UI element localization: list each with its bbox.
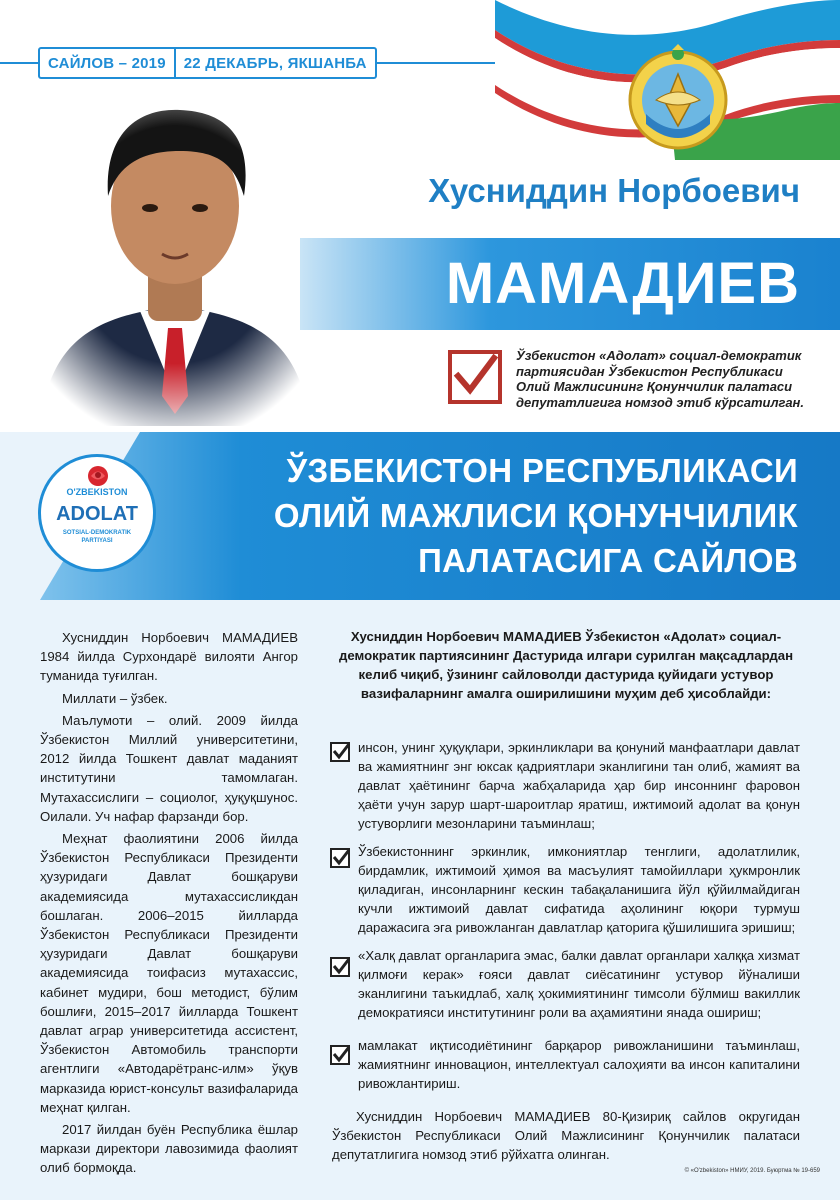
party-logo-subtitle: SOTSIAL-DEMOKRATIK PARTIYASI <box>62 530 132 544</box>
goal-item: мамлакат иқтисодиётининг барқарор ривожланишини таъминлаш, жамиятнинг инновацион, интеллектуал салоҳияти ва инсон капиталини ривожлантириш. <box>358 1038 800 1091</box>
goal-check-icon <box>330 957 350 977</box>
goal-check-icon <box>330 848 350 868</box>
registration-text: Хусниддин Норбоевич МАМАДИЕВ 80-Қизириқ сайлов округидан Ўзбекистон Республикаси Олий Мажлисининг Қонунчилик палатаси депутатлигига номзод этиб рўйхатга олинган. <box>332 1109 800 1162</box>
bio-paragraph: Маълумоти – олий. 2009 йилда Ўзбекистон Миллий университетини, 2012 йилда Тошкент давлат маданият институтини тамомлаган. Мутахассислиги – социолог, ҳуқуқшунос. Оилали. Уч нафар фарзанди бор. <box>40 712 298 824</box>
election-title <box>158 448 798 583</box>
election-title-line1: ЎЗБЕКИСТОН РЕСПУБЛИКАСИ <box>286 452 798 489</box>
bio-paragraph: Миллати – ўзбек. <box>62 690 168 706</box>
bio-paragraph: Меҳнат фаолиятини 2006 йилда Ўзбекистон Республикаси Президенти ҳузуридаги Давлат бошқаруви академиясида мутахассисликдан бошлаган. 2006–2015 йилларда Ўзбекистон Республикаси Президенти ҳузуридаги Давлат бошқаруви академиясида тоифасиз мутахассис, кабинет мудири, бош методист, бўлим бошлиғи, 2015–2017 йилларда Тошкент давлат аграр университетида ассистент, Ўзбекистон Автомобиль транспорти агентлиги «Автодарётранс-илм» ўқув марказида юрист-консульт вазифаларида меҳнат қилган. <box>40 831 298 1115</box>
nomination-check-icon <box>448 350 502 404</box>
registration-note <box>332 1107 800 1164</box>
candidate-surname: МАМАДИЕВ <box>445 251 800 316</box>
candidate-first-name: Хусниддин Норбоевич <box>428 172 800 209</box>
election-label: САЙЛОВ – 2019 <box>48 55 166 72</box>
state-emblem-icon <box>626 44 730 152</box>
goal-check-icon <box>330 742 350 762</box>
program-intro: Хусниддин Норбоевич МАМАДИЕВ Ўзбекистон «Адолат» социал-демократик партиясининг Дастурида илгари сурилган мақсадлардан келиб чиқиб, ўзининг сайловолди дастурида қуйидаги устувор вазифаларнинг амалга оширилишини муҳим деб ҳисоблайди: <box>338 629 794 701</box>
goal-item: Ўзбекистоннинг эркинлик, имкониятлар тенглиги, адолатлилик, бирдамлик, ижтимоий ҳимоя ва масъулият тамойиллари ҳукмронлик қиладиган, инсонларнинг кескин табақаланишига йўл қўйилмайдиган кучли ижтимоий давлат сифатида аҳолининг юқори турмуш даражасига эга ривожланган давлатлар қаторига қўшилишига эришиш; <box>358 844 800 935</box>
rose-icon <box>85 465 111 487</box>
bio-paragraph: Хусниддин Норбоевич МАМАДИЕВ 1984 йилда Сурхондарё вилояти Ангор туманида туғилган. <box>40 630 298 684</box>
bio-paragraph: 2017 йилдан буён Республика ёшлар маркази директори лавозимида фаолият олиб бормоқда. <box>40 1122 298 1176</box>
party-logo-name: ADOLAT <box>56 503 138 525</box>
nomination-text: Ўзбекистон «Адолат» социал-демократик партиясидан Ўзбекистон Республикаси Олий Мажлисининг Қонунчилик палатаси депутатлигига номзод этиб кўрсатилган. <box>516 348 805 410</box>
election-title-line2: ОЛИЙ МАЖЛИСИ ҚОНУНЧИЛИК <box>273 497 798 534</box>
goal-item: «Халқ давлат органларига эмас, балки давлат органлари халққа хизмат қилмоғи керак» ғояси давлат сиёсатининг устувор йўналиши эканлигини таъкидлаб, халқ ҳокимиятининг тимсоли бўлмиш вакиллик демократияси институтининг роли ва аҳамиятини янада ошириш; <box>358 948 800 1020</box>
candidate-photo <box>30 96 320 426</box>
biography <box>40 628 298 1181</box>
goal-check-icon <box>330 1045 350 1065</box>
party-logo-country: O'ZBEKISTON <box>66 487 128 497</box>
election-date: 22 ДЕКАБРЬ, ЯКШАНБА <box>183 55 367 72</box>
goal-item: инсон, унинг ҳуқуқлари, эркинликлари ва қонуний манфаатлари давлат ва жамиятнинг энг юксак қадриятлари эканлигини тан олиб, жамият ва давлат ҳаётининг барча жабҳаларида ҳар бир инсоннинг фаровон ҳаёти учун зарур шарт-шароитлар яратиш, ижтимоий адолат ва қонун устуворлиги мезонларини таъминлаш; <box>358 740 800 831</box>
election-date-badge <box>38 47 377 79</box>
print-footer: © «O'zbekiston» НМИУ, 2019. Буюртма № 19-659 <box>684 1168 820 1174</box>
party-logo <box>38 454 156 572</box>
election-title-line3: ПАЛАТАСИГА САЙЛОВ <box>418 542 798 579</box>
